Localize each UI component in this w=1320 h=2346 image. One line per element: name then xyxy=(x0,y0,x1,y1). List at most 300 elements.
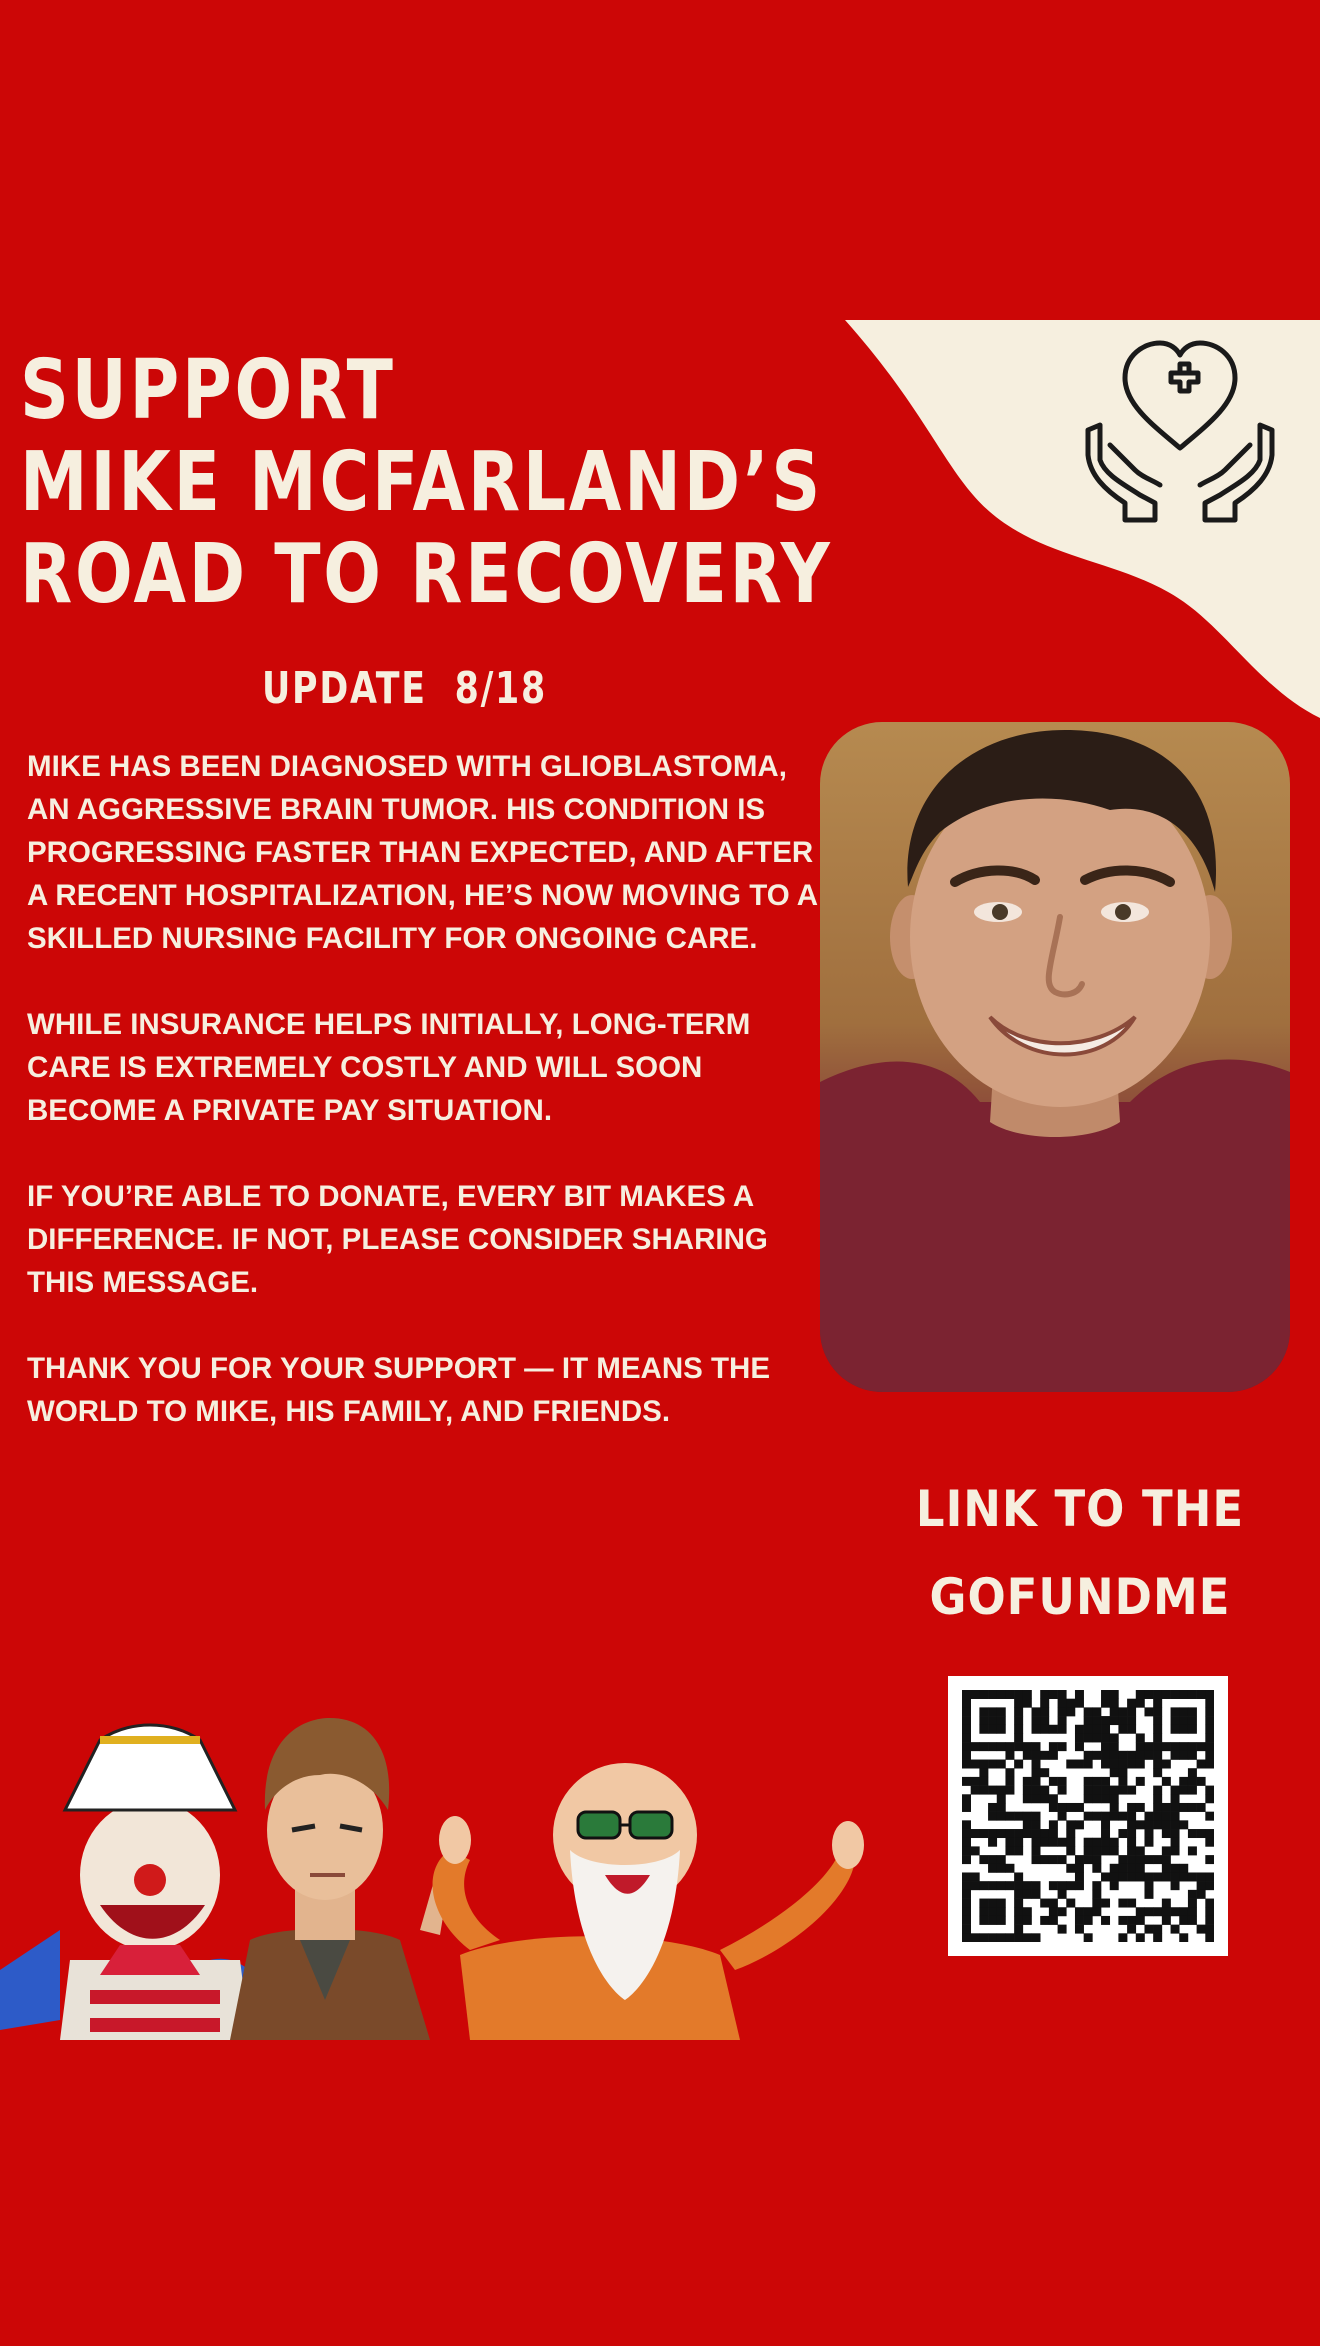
qr-module xyxy=(962,1829,971,1838)
qr-module xyxy=(1110,1786,1119,1795)
qr-module xyxy=(1188,1751,1197,1760)
qr-module xyxy=(1040,1838,1049,1847)
qr-module xyxy=(1153,1690,1162,1699)
qr-module xyxy=(1153,1725,1162,1734)
qr-module xyxy=(1162,1855,1171,1864)
qr-module xyxy=(1092,1733,1101,1742)
qr-module xyxy=(1205,1925,1214,1934)
qr-module xyxy=(1040,1768,1049,1777)
qr-module xyxy=(1144,1838,1153,1847)
qr-module xyxy=(1101,1916,1110,1925)
qr-module xyxy=(1205,1899,1214,1908)
qr-module xyxy=(1127,1751,1136,1760)
qr-module xyxy=(1084,1838,1093,1847)
qr-module xyxy=(1014,1907,1023,1916)
qr-module xyxy=(1058,1838,1067,1847)
qr-module xyxy=(1092,1812,1101,1821)
qr-module xyxy=(1179,1803,1188,1812)
qr-module xyxy=(1153,1794,1162,1803)
qr-module xyxy=(1049,1751,1058,1760)
qr-module xyxy=(1101,1760,1110,1769)
qr-module xyxy=(1014,1872,1023,1881)
qr-module xyxy=(1101,1838,1110,1847)
qr-module xyxy=(1179,1820,1188,1829)
qr-module xyxy=(1049,1829,1058,1838)
qr-module xyxy=(1032,1742,1041,1751)
qr-module xyxy=(1101,1820,1110,1829)
qr-module xyxy=(962,1733,971,1742)
qr-module xyxy=(971,1742,980,1751)
qr-module xyxy=(971,1846,980,1855)
qr-module xyxy=(1014,1829,1023,1838)
qr-module xyxy=(1075,1881,1084,1890)
qr-module xyxy=(1058,1925,1067,1934)
qr-module xyxy=(1162,1812,1171,1821)
qr-module xyxy=(979,1786,988,1795)
qr-module xyxy=(997,1899,1006,1908)
qr-module xyxy=(1205,1881,1214,1890)
qr-module xyxy=(1040,1725,1049,1734)
qr-module xyxy=(1023,1794,1032,1803)
qr-module xyxy=(1118,1786,1127,1795)
qr-module xyxy=(1066,1707,1075,1716)
qr-module xyxy=(1092,1794,1101,1803)
qr-module xyxy=(1110,1803,1119,1812)
qr-module xyxy=(1127,1820,1136,1829)
qr-module xyxy=(1058,1777,1067,1786)
qr-module xyxy=(962,1855,971,1864)
qr-module xyxy=(1075,1864,1084,1873)
qr-module xyxy=(1023,1907,1032,1916)
qr-module xyxy=(1092,1890,1101,1899)
qr-module xyxy=(1127,1725,1136,1734)
qr-module xyxy=(1197,1690,1206,1699)
qr-module xyxy=(1023,1916,1032,1925)
qr-module xyxy=(1084,1786,1093,1795)
qr-module xyxy=(1136,1699,1145,1708)
qr-module xyxy=(1014,1716,1023,1725)
qr-module xyxy=(988,1881,997,1890)
qr-module xyxy=(1058,1699,1067,1708)
qr-module xyxy=(1092,1864,1101,1873)
qr-module xyxy=(1049,1907,1058,1916)
qr-module xyxy=(997,1916,1006,1925)
qr-module xyxy=(1153,1707,1162,1716)
qr-module xyxy=(1005,1777,1014,1786)
qr-module xyxy=(1066,1881,1075,1890)
qr-module xyxy=(1162,1829,1171,1838)
qr-module xyxy=(1197,1777,1206,1786)
qr-module xyxy=(1023,1699,1032,1708)
qr-module xyxy=(1005,1812,1014,1821)
qr-module xyxy=(997,1794,1006,1803)
qr-module xyxy=(1092,1855,1101,1864)
qr-module xyxy=(1110,1751,1119,1760)
qr-module xyxy=(1084,1812,1093,1821)
qr-module xyxy=(1075,1925,1084,1934)
qr-module xyxy=(1014,1812,1023,1821)
qr-module xyxy=(1136,1751,1145,1760)
qr-module xyxy=(997,1864,1006,1873)
qr-module xyxy=(1075,1690,1084,1699)
gofundme-qr-code[interactable] xyxy=(948,1676,1228,1956)
qr-module xyxy=(1136,1803,1145,1812)
qr-module xyxy=(988,1838,997,1847)
qr-module xyxy=(1040,1751,1049,1760)
qr-module xyxy=(1110,1794,1119,1803)
qr-module xyxy=(1092,1777,1101,1786)
qr-module xyxy=(962,1751,971,1760)
qr-module xyxy=(979,1716,988,1725)
qr-module xyxy=(1171,1864,1180,1873)
qr-module xyxy=(1075,1699,1084,1708)
qr-module xyxy=(1127,1899,1136,1908)
qr-module xyxy=(971,1872,980,1881)
qr-module xyxy=(1049,1855,1058,1864)
qr-module xyxy=(1092,1716,1101,1725)
qr-module xyxy=(962,1760,971,1769)
qr-module xyxy=(1205,1933,1214,1942)
qr-module xyxy=(1066,1838,1075,1847)
qr-module xyxy=(997,1725,1006,1734)
qr-module xyxy=(1005,1838,1014,1847)
clown-character xyxy=(0,1725,266,2040)
qr-module xyxy=(1136,1864,1145,1873)
qr-module xyxy=(1110,1699,1119,1708)
qr-module xyxy=(1005,1742,1014,1751)
qr-module xyxy=(1049,1838,1058,1847)
qr-module xyxy=(979,1916,988,1925)
qr-module xyxy=(1171,1794,1180,1803)
qr-module xyxy=(1179,1742,1188,1751)
qr-module xyxy=(1144,1890,1153,1899)
qr-module xyxy=(1118,1751,1127,1760)
gofundme-link-label xyxy=(890,1465,1270,1641)
qr-module xyxy=(1101,1899,1110,1908)
qr-module xyxy=(1110,1881,1119,1890)
qr-module xyxy=(1188,1846,1197,1855)
qr-module xyxy=(1092,1881,1101,1890)
qr-module xyxy=(1032,1890,1041,1899)
qr-module xyxy=(1171,1725,1180,1734)
qr-module xyxy=(1075,1760,1084,1769)
qr-module xyxy=(1058,1786,1067,1795)
qr-module xyxy=(979,1768,988,1777)
qr-module xyxy=(1084,1751,1093,1760)
qr-module xyxy=(1058,1707,1067,1716)
qr-module xyxy=(1110,1690,1119,1699)
qr-module xyxy=(1127,1864,1136,1873)
qr-module xyxy=(1049,1725,1058,1734)
qr-module xyxy=(1066,1846,1075,1855)
qr-module xyxy=(1127,1872,1136,1881)
qr-module xyxy=(1197,1829,1206,1838)
soldier-character xyxy=(230,1718,452,2040)
qr-module xyxy=(1162,1872,1171,1881)
qr-module xyxy=(1127,1846,1136,1855)
qr-module xyxy=(1110,1872,1119,1881)
qr-module xyxy=(1171,1690,1180,1699)
qr-module xyxy=(1040,1899,1049,1908)
qr-module xyxy=(962,1742,971,1751)
qr-module xyxy=(1171,1846,1180,1855)
qr-module xyxy=(1101,1777,1110,1786)
qr-module xyxy=(997,1907,1006,1916)
qr-module xyxy=(1058,1716,1067,1725)
qr-module xyxy=(1066,1864,1075,1873)
qr-module xyxy=(1153,1751,1162,1760)
qr-module xyxy=(1205,1725,1214,1734)
qr-module xyxy=(1032,1794,1041,1803)
qr-module xyxy=(1188,1707,1197,1716)
qr-module xyxy=(1179,1907,1188,1916)
paragraph-thanks: THANK YOU FOR YOUR SUPPORT — IT MEANS THE WORLD TO MIKE, HIS FAMILY, AND FRIENDS. xyxy=(27,1352,771,1428)
qr-module xyxy=(1084,1716,1093,1725)
qr-module xyxy=(979,1777,988,1786)
qr-module xyxy=(1118,1716,1127,1725)
qr-module xyxy=(1144,1872,1153,1881)
qr-module xyxy=(1179,1707,1188,1716)
qr-module xyxy=(988,1907,997,1916)
qr-module xyxy=(997,1760,1006,1769)
qr-module xyxy=(1066,1760,1075,1769)
qr-module xyxy=(1136,1820,1145,1829)
qr-module xyxy=(962,1890,971,1899)
qr-module xyxy=(1153,1855,1162,1864)
qr-module xyxy=(1014,1699,1023,1708)
qr-module xyxy=(1101,1733,1110,1742)
qr-module xyxy=(1179,1916,1188,1925)
qr-module xyxy=(1023,1812,1032,1821)
qr-module xyxy=(1110,1846,1119,1855)
portrait-photo xyxy=(820,722,1290,1392)
qr-module xyxy=(962,1933,971,1942)
qr-module xyxy=(1153,1699,1162,1708)
qr-module xyxy=(1171,1881,1180,1890)
qr-module xyxy=(988,1786,997,1795)
qr-module xyxy=(1032,1820,1041,1829)
qr-module xyxy=(1153,1812,1162,1821)
qr-module xyxy=(1127,1707,1136,1716)
qr-module xyxy=(1179,1725,1188,1734)
qr-module xyxy=(1005,1751,1014,1760)
qr-module xyxy=(1005,1881,1014,1890)
qr-module xyxy=(1144,1829,1153,1838)
qr-module xyxy=(988,1899,997,1908)
qr-module xyxy=(1127,1786,1136,1795)
qr-module xyxy=(1162,1820,1171,1829)
qr-module xyxy=(1153,1933,1162,1942)
portrait-illustration xyxy=(820,722,1290,1392)
qr-module xyxy=(1188,1716,1197,1725)
qr-module xyxy=(1197,1742,1206,1751)
qr-module xyxy=(1075,1916,1084,1925)
qr-module xyxy=(1205,1829,1214,1838)
qr-module xyxy=(1058,1725,1067,1734)
qr-module xyxy=(1136,1933,1145,1942)
qr-module xyxy=(1040,1699,1049,1708)
qr-module xyxy=(1092,1907,1101,1916)
qr-module xyxy=(1058,1803,1067,1812)
qr-module xyxy=(1040,1855,1049,1864)
qr-module xyxy=(1127,1760,1136,1769)
qr-module xyxy=(1162,1907,1171,1916)
qr-module xyxy=(962,1777,971,1786)
qr-module xyxy=(1197,1872,1206,1881)
qr-module xyxy=(1101,1829,1110,1838)
qr-module xyxy=(971,1690,980,1699)
qr-module xyxy=(1023,1829,1032,1838)
qr-module xyxy=(1188,1786,1197,1795)
qr-module xyxy=(1118,1829,1127,1838)
qr-module xyxy=(1153,1716,1162,1725)
qr-module xyxy=(1171,1803,1180,1812)
heart-hands-icon xyxy=(1080,335,1280,525)
qr-module xyxy=(1032,1933,1041,1942)
qr-module xyxy=(1171,1742,1180,1751)
paragraph-insurance: WHILE INSURANCE HELPS INITIALLY, LONG-TERM CARE IS EXTREMELY COSTLY AND WILL SOON BECOME A PRIVATE PAY SITUATION. xyxy=(27,1008,751,1127)
qr-module xyxy=(1171,1786,1180,1795)
qr-module xyxy=(988,1716,997,1725)
qr-module xyxy=(1110,1812,1119,1821)
qr-module xyxy=(1171,1829,1180,1838)
qr-module xyxy=(1110,1707,1119,1716)
qr-module xyxy=(1171,1838,1180,1847)
qr-module xyxy=(1162,1899,1171,1908)
qr-module xyxy=(1162,1864,1171,1873)
qr-module xyxy=(1084,1933,1093,1942)
qr-module xyxy=(1118,1707,1127,1716)
qr-module xyxy=(1136,1846,1145,1855)
qr-module xyxy=(1153,1768,1162,1777)
qr-module xyxy=(1110,1838,1119,1847)
qr-module xyxy=(1023,1742,1032,1751)
qr-module xyxy=(1075,1855,1084,1864)
qr-module xyxy=(962,1925,971,1934)
qr-module xyxy=(979,1690,988,1699)
qr-module xyxy=(1049,1803,1058,1812)
qr-module xyxy=(1032,1786,1041,1795)
qr-module xyxy=(1023,1786,1032,1795)
qr-module xyxy=(1118,1812,1127,1821)
qr-module xyxy=(1118,1777,1127,1786)
qr-module xyxy=(1014,1742,1023,1751)
qr-module xyxy=(1205,1916,1214,1925)
qr-module xyxy=(1144,1690,1153,1699)
qr-module xyxy=(979,1760,988,1769)
qr-module xyxy=(1205,1838,1214,1847)
qr-module xyxy=(962,1881,971,1890)
qr-module xyxy=(1205,1794,1214,1803)
qr-module xyxy=(988,1812,997,1821)
qr-module xyxy=(1023,1890,1032,1899)
qr-module xyxy=(1153,1820,1162,1829)
qr-module xyxy=(1188,1899,1197,1908)
qr-module xyxy=(1049,1742,1058,1751)
qr-module xyxy=(1101,1716,1110,1725)
qr-module xyxy=(1162,1916,1171,1925)
qr-module xyxy=(1092,1786,1101,1795)
qr-module xyxy=(1144,1812,1153,1821)
qr-module xyxy=(1144,1907,1153,1916)
qr-module xyxy=(1058,1855,1067,1864)
qr-module xyxy=(1092,1899,1101,1908)
qr-module xyxy=(979,1742,988,1751)
paragraph-donate: IF YOU’RE ABLE TO DONATE, EVERY BIT MAKES A DIFFERENCE. IF NOT, PLEASE CONSIDER SHARING THIS MESSAGE. xyxy=(27,1180,768,1299)
qr-module xyxy=(1075,1803,1084,1812)
qr-module xyxy=(1101,1742,1110,1751)
qr-module xyxy=(997,1716,1006,1725)
qr-module xyxy=(1014,1890,1023,1899)
qr-module xyxy=(1084,1725,1093,1734)
qr-module xyxy=(988,1760,997,1769)
qr-module xyxy=(1179,1872,1188,1881)
qr-module xyxy=(979,1725,988,1734)
qr-module xyxy=(1144,1820,1153,1829)
qr-module xyxy=(1110,1716,1119,1725)
qr-module xyxy=(1014,1916,1023,1925)
qr-module xyxy=(1040,1786,1049,1795)
qr-module xyxy=(1032,1881,1041,1890)
qr-module xyxy=(971,1760,980,1769)
qr-module xyxy=(1188,1829,1197,1838)
qr-module xyxy=(962,1707,971,1716)
qr-module xyxy=(962,1820,971,1829)
qr-module xyxy=(1014,1838,1023,1847)
qr-module xyxy=(988,1864,997,1873)
qr-module xyxy=(997,1803,1006,1812)
qr-module xyxy=(1127,1716,1136,1725)
qr-module xyxy=(1118,1916,1127,1925)
qr-module xyxy=(979,1855,988,1864)
qr-module xyxy=(1127,1838,1136,1847)
qr-module xyxy=(1179,1786,1188,1795)
qr-module xyxy=(962,1716,971,1725)
message-body xyxy=(27,745,817,1476)
qr-module xyxy=(1084,1794,1093,1803)
qr-module xyxy=(971,1777,980,1786)
qr-module xyxy=(979,1707,988,1716)
qr-module xyxy=(988,1690,997,1699)
qr-module xyxy=(1188,1777,1197,1786)
qr-module xyxy=(988,1916,997,1925)
qr-module xyxy=(1092,1725,1101,1734)
qr-module xyxy=(962,1916,971,1925)
qr-module xyxy=(997,1829,1006,1838)
qr-module xyxy=(1005,1933,1014,1942)
qr-module xyxy=(1101,1872,1110,1881)
qr-module xyxy=(962,1907,971,1916)
qr-module xyxy=(1075,1733,1084,1742)
qr-module xyxy=(1058,1690,1067,1699)
qr-module xyxy=(1066,1803,1075,1812)
qr-module xyxy=(1014,1881,1023,1890)
qr-module xyxy=(1110,1733,1119,1742)
qr-module xyxy=(962,1803,971,1812)
qr-module xyxy=(1118,1899,1127,1908)
qr-module xyxy=(1162,1777,1171,1786)
qr-module xyxy=(1162,1846,1171,1855)
qr-module xyxy=(1101,1846,1110,1855)
qr-module xyxy=(1205,1872,1214,1881)
qr-module xyxy=(1171,1812,1180,1821)
link-label-line-2: GOFUNDME xyxy=(929,1568,1231,1626)
qr-module xyxy=(1171,1907,1180,1916)
qr-module xyxy=(1188,1690,1197,1699)
qr-module xyxy=(1197,1925,1206,1934)
qr-module xyxy=(1101,1794,1110,1803)
qr-module xyxy=(1153,1872,1162,1881)
